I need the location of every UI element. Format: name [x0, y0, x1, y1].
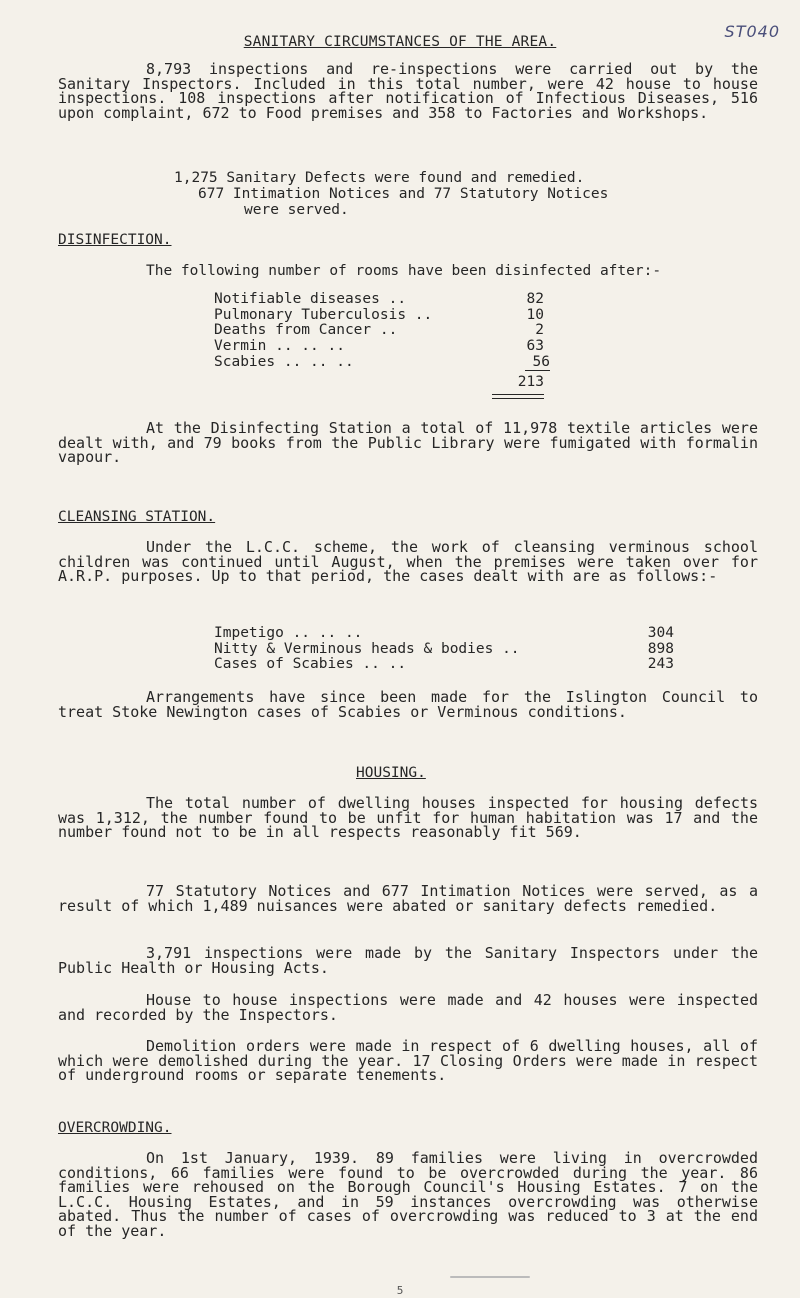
- row-value: 243: [647, 656, 674, 672]
- intro-defects-line: 1,275 Sanitary Defects were found and remedied.: [174, 170, 585, 186]
- intro-served-line: were served.: [244, 202, 349, 218]
- table-row: [214, 625, 674, 641]
- cleansing-paragraph: Under the L.C.C. scheme, the work of cleansing verminous school children was continued until August, when the premises were taken over for A.R.P. purposes. Up to that period, the cases dealt with are as follows:-: [58, 538, 758, 585]
- cleansing-station-heading: CLEANSING STATION.: [58, 509, 216, 525]
- table-row: [214, 656, 674, 672]
- archive-reference-mark: ST040: [724, 22, 780, 41]
- pen-stroke-mark: [450, 1276, 530, 1278]
- disinfection-lead: The following number of rooms have been disinfected after:-: [146, 263, 662, 279]
- page-number: 5: [396, 1284, 404, 1297]
- row-label: Deaths from Cancer ..: [214, 322, 398, 338]
- row-label: Scabies .. .. ..: [214, 354, 354, 370]
- housing-paragraph-5: Demolition orders were made in respect of 6 dwelling houses, all of which were demolished during the year. 17 Closing Orders were made in respect of underground rooms or separate tenements.: [58, 1037, 758, 1084]
- row-value: 304: [647, 625, 674, 641]
- islington-paragraph: Arrangements have since been made for the Islington Council to treat Stoke Newington cases of Scabies or Verminous conditions.: [58, 688, 758, 721]
- table-total-value: 213: [517, 374, 544, 390]
- housing-paragraph-4: House to house inspections were made and 42 houses were inspected and recorded by the Inspectors.: [58, 991, 758, 1024]
- table-row: [214, 307, 554, 323]
- row-value: 898: [647, 641, 674, 657]
- housing-heading: HOUSING.: [356, 765, 426, 781]
- row-value: 56: [525, 354, 550, 371]
- row-value: 63: [526, 338, 544, 354]
- table-row: [214, 291, 554, 307]
- row-label: Notifiable diseases ..: [214, 291, 407, 307]
- housing-paragraph-2: 77 Statutory Notices and 677 Intimation Notices were served, as a result of which 1,489 nuisances were abated or sanitary defects remedied.: [58, 882, 758, 915]
- row-label: Cases of Scabies .. ..: [214, 656, 407, 672]
- row-value: 82: [526, 291, 544, 307]
- intro-notices-line: 677 Intimation Notices and 77 Statutory Notices: [198, 186, 609, 202]
- table-row: [214, 322, 554, 338]
- row-label: Impetigo .. .. ..: [214, 625, 363, 641]
- page-title: SANITARY CIRCUMSTANCES OF THE AREA.: [243, 34, 557, 50]
- overcrowding-heading: OVERCROWDING.: [58, 1120, 172, 1136]
- table-total-row: [490, 374, 550, 390]
- housing-paragraph-3: 3,791 inspections were made by the Sanitary Inspectors under the Public Health or Housing Acts.: [58, 944, 758, 977]
- row-label: Vermin .. .. ..: [214, 338, 345, 354]
- row-label: Nitty & Verminous heads & bodies ..: [214, 641, 520, 657]
- disinfection-heading: DISINFECTION.: [58, 232, 172, 248]
- row-label: Pulmonary Tuberculosis ..: [214, 307, 433, 323]
- row-value: 2: [535, 322, 544, 338]
- disinfecting-station-paragraph: At the Disinfecting Station a total of 11,978 textile articles were dealt with, and 79 books from the Public Library were fumigated with formalin vapour.: [58, 419, 758, 466]
- intro-paragraph: 8,793 inspections and re-inspections were carried out by the Sanitary Inspectors. Included in this total number, were 42 house to house inspections. 108 inspections after notification of Infectious Diseases, 516 upon complaint, 672 to Food premises and 358 to Factories and Workshops.: [58, 60, 758, 122]
- table-row: [214, 641, 674, 657]
- row-value: 10: [526, 307, 544, 323]
- table-row: [214, 338, 554, 354]
- housing-paragraph-1: The total number of dwelling houses inspected for housing defects was 1,312, the number found to be unfit for human habitation was 17 and the number found not to be in all respects reasonably fit 569.: [58, 794, 758, 841]
- overcrowding-paragraph: On 1st January, 1939. 89 families were living in overcrowded conditions, 66 families were found to be overcrowded during the year. 86 families were rehoused on the Borough Council's Housing Estates. 7 on the L.C.C. Housing Estates, and in 59 instances overcrowding was otherwise abated. Thus the number of cases of overcrowding was reduced to 3 at the end of the year.: [58, 1149, 758, 1240]
- table-row: [214, 354, 554, 370]
- total-double-rule: [492, 394, 544, 399]
